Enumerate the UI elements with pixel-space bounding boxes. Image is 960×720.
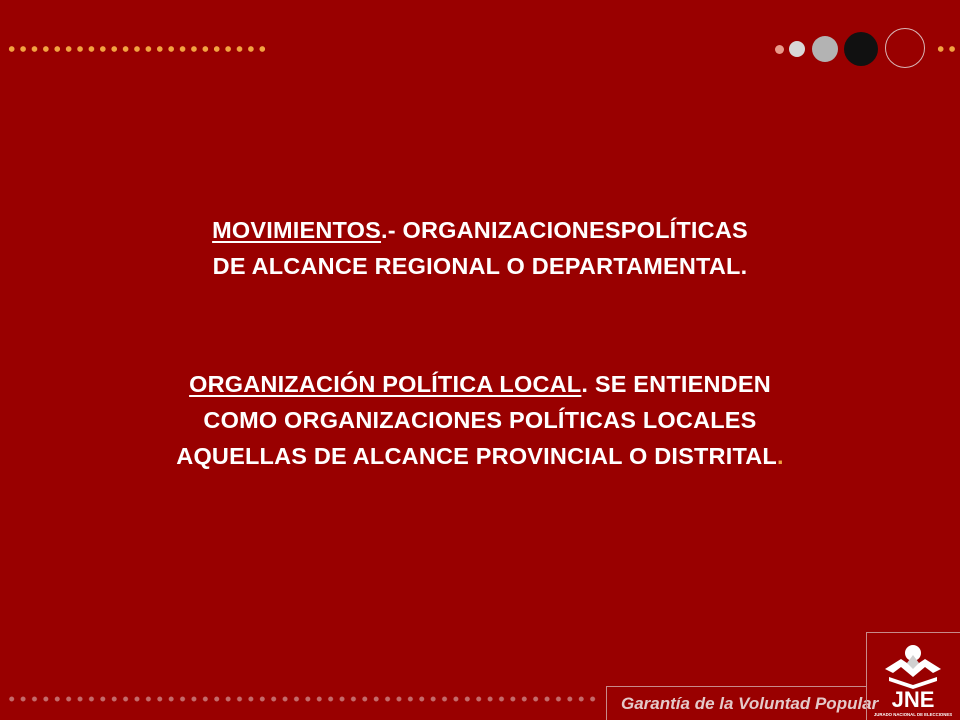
- decorative-circle-5: [885, 28, 925, 68]
- slogan: Garantía de la Voluntad Popular: [606, 686, 866, 720]
- decorative-circle-3: [812, 36, 838, 62]
- jne-logo: [866, 632, 960, 720]
- term-organizacion-local: ORGANIZACIÓN POLÍTICA LOCAL: [189, 371, 582, 397]
- final-period: .: [776, 443, 784, 469]
- paragraph-local-line1: [0, 366, 960, 402]
- dotted-line-top-right: [935, 44, 960, 54]
- paragraph-local-line3: [0, 438, 960, 474]
- jne-emblem-icon: [867, 633, 959, 719]
- logo-text: JNE: [891, 687, 935, 712]
- paragraph-movimientos-line2: DE ALCANCE REGIONAL O DEPARTAMENTAL.: [212, 253, 748, 279]
- decorative-circle-4: [844, 32, 878, 66]
- paragraph-local-line2: COMO ORGANIZACIONES POLÍTICAS LOCALES: [203, 407, 757, 433]
- paragraph-movimientos-rest: .- ORGANIZACIONESPOLÍTICAS: [381, 217, 748, 243]
- dotted-line-top: [6, 44, 268, 54]
- term-movimientos: MOVIMIENTOS: [212, 217, 382, 243]
- paragraph-local-rest: . SE ENTIENDEN: [581, 371, 771, 397]
- logo-subtext: JURADO NACIONAL DE ELECCIONES: [873, 712, 953, 717]
- paragraph-organizacion-local: [0, 366, 960, 474]
- paragraph-movimientos: [0, 212, 960, 284]
- decorative-circle-2: [789, 41, 805, 57]
- decorative-circle-1: [775, 45, 784, 54]
- paragraph-local-line3-text: AQUELLAS DE ALCANCE PROVINCIAL O DISTRITAL: [176, 443, 777, 469]
- dotted-line-bottom: [6, 695, 600, 703]
- paragraph-movimientos-line1: [0, 212, 960, 248]
